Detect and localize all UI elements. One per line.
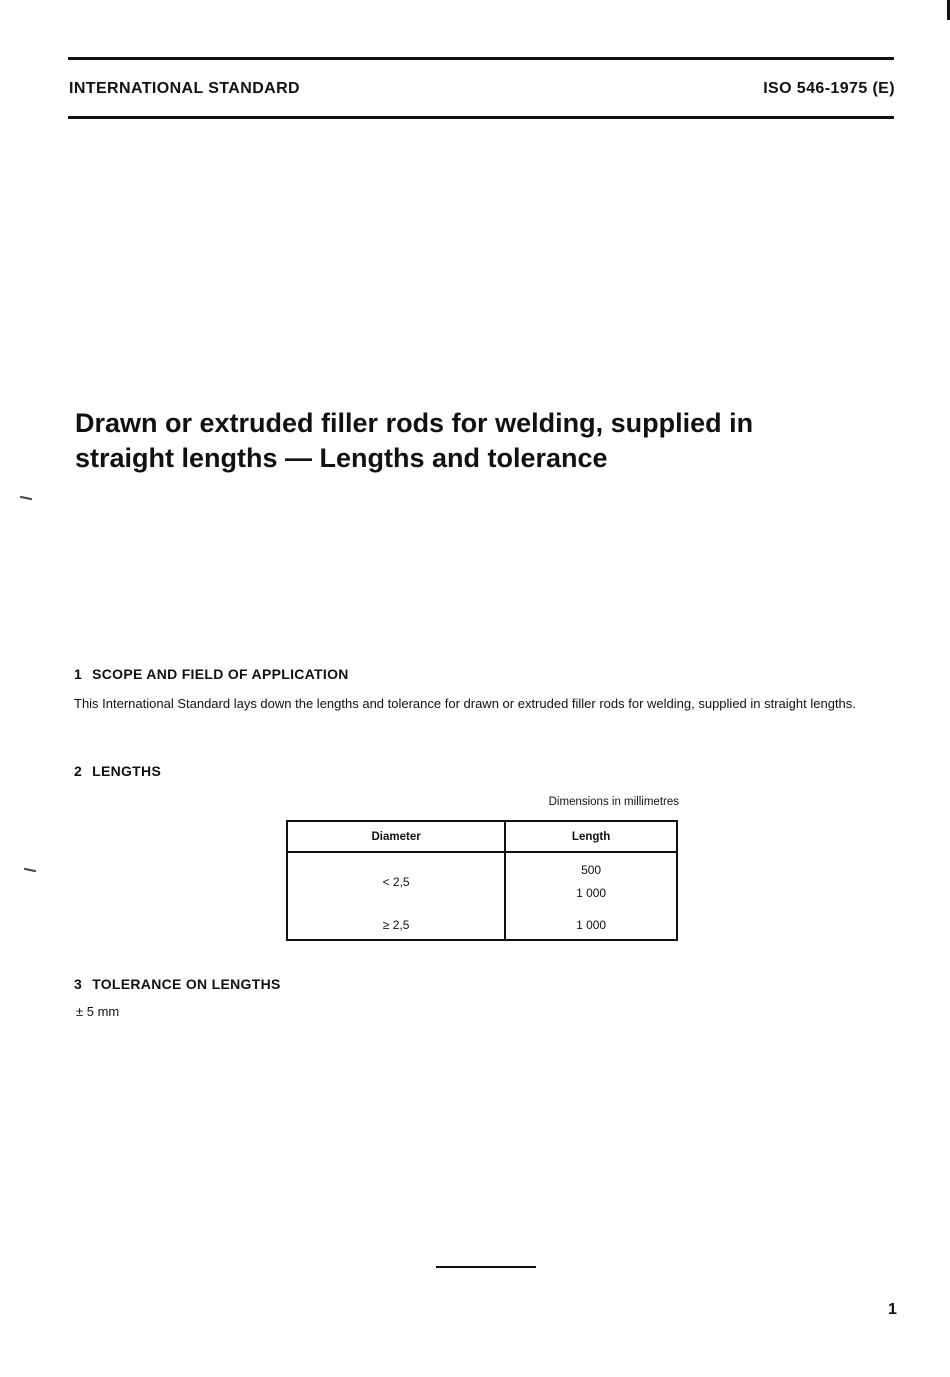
header-standard-label: INTERNATIONAL STANDARD bbox=[69, 80, 301, 97]
length-value: 500 bbox=[581, 863, 602, 877]
section-title: TOLERANCE ON LENGTHS bbox=[92, 976, 281, 992]
length-value: 1 000 bbox=[576, 886, 607, 900]
length-cell bbox=[505, 852, 677, 911]
header-document-number: ISO 546-1975 (E) bbox=[763, 80, 895, 97]
column-header-length: Length bbox=[505, 821, 677, 852]
table-dimensions-note: Dimensions in millimetres bbox=[548, 796, 679, 808]
scan-mark bbox=[20, 496, 32, 500]
section-number: 3 bbox=[74, 976, 83, 992]
scan-mark bbox=[24, 868, 36, 872]
lengths-table bbox=[286, 820, 678, 941]
column-header-diameter: Diameter bbox=[287, 821, 505, 852]
section-title: LENGTHS bbox=[92, 763, 162, 779]
diameter-cell: ≥ 2,5 bbox=[287, 911, 505, 940]
length-cell: 1 000 bbox=[505, 911, 677, 940]
section-1-text: This International Standard lays down the lengths and tolerance for drawn or extruded filler rods for welding, supplied in straight lengths. bbox=[74, 696, 856, 711]
header-top-rule bbox=[68, 57, 894, 60]
table-row bbox=[287, 852, 677, 911]
tolerance-value: ± 5 mm bbox=[76, 1004, 120, 1019]
header-bottom-rule bbox=[68, 116, 894, 119]
section-1-heading bbox=[74, 666, 349, 682]
document-title: Drawn or extruded filler rods for welding, supplied in straight lengths — Lengths and tolerance bbox=[75, 408, 754, 473]
diameter-cell: < 2,5 bbox=[287, 852, 505, 911]
end-of-text-rule bbox=[436, 1266, 536, 1268]
section-2-heading bbox=[74, 763, 161, 779]
section-number: 1 bbox=[74, 666, 83, 682]
section-3-heading bbox=[74, 976, 281, 992]
section-number: 2 bbox=[74, 763, 83, 779]
section-title: SCOPE AND FIELD OF APPLICATION bbox=[92, 666, 349, 682]
page-number: 1 bbox=[888, 1301, 897, 1318]
table-row bbox=[287, 911, 677, 940]
